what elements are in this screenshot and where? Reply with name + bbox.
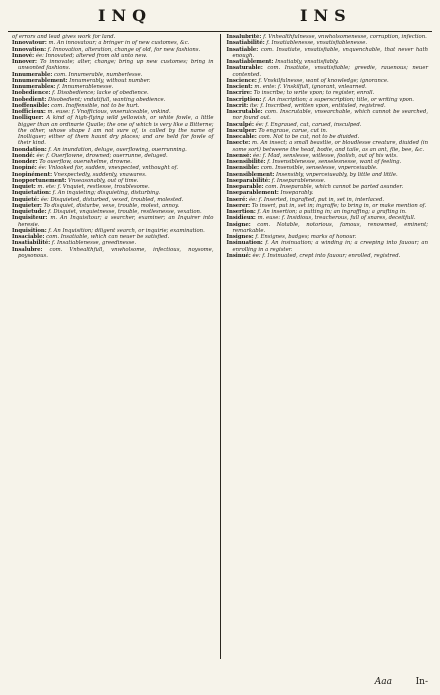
entry-definition: f. Ensignes, badges; marks of honour. (255, 234, 357, 240)
entry-headword: Inserer: (226, 202, 251, 209)
entry-headword: Inseparablement: (226, 190, 279, 197)
right-column (221, 34, 435, 659)
dictionary-entry (227, 47, 429, 60)
entry-definition: com. Inoffensible, not to be hurt. (51, 102, 140, 109)
entry-definition: m. An insect; a small beastlie, or bloudlesse creature, diuided (in some sort) betweene the head, bodie, and taile, as an ant, flie, bee, &c. (232, 140, 428, 153)
entry-definition: ée: f. Engraued, cut, carued, insculped. (255, 121, 362, 128)
entry-definition: To disquiet, disturbe, vexe, trouble, molest, annoy. (43, 202, 180, 209)
entry-headword: Inopiné: (12, 165, 37, 172)
entry-headword: Inondé: (12, 152, 35, 159)
entry-headword: Inscient: (226, 84, 253, 90)
entry-headword: Inseparable: (226, 184, 264, 190)
entry-headword: Inseré: (226, 196, 248, 203)
entry-headword: Inquieter: (12, 202, 42, 209)
entry-headword: Insatiable: (226, 46, 259, 53)
entry-definition: To innovate; alter, change; bring up new customes; bring in unwonted fashions. (18, 59, 214, 72)
entry-definition: f. Insatiablenesse, vnsatisfiablenesse. (266, 40, 368, 47)
entry-headword: Insatiabilité: (226, 40, 265, 47)
entry-headword: Innumerablement: (12, 77, 68, 84)
entry-definition: f. An Inquisition; diligent search, or inquirie; examination. (48, 227, 205, 234)
entry-headword: Insatiabilité: (12, 240, 51, 247)
entry-headword: Inscience: (226, 77, 257, 84)
entry-definition: ite: f. Inscribed, written vpon, entituled, registred. (249, 102, 386, 109)
entry-definition: f. An insinuation; a winding in; a creeping into fauour; an enrolling in a register. (232, 240, 428, 253)
entry-definition: Innumerably, without number. (69, 77, 151, 84)
entry-headword: Inscrutable: (226, 109, 263, 115)
entry-definition: To insert, put in, set in; ingraffe; to bring in, or make mention of. (251, 202, 427, 209)
entry-headword: Insensibilité: (226, 159, 266, 165)
entry-definition: com. Innumerable, numberlesse. (53, 71, 143, 78)
entry-definition: f. Disquiet, vnquietnesse, trouble, restlesnesse, vexation. (48, 209, 202, 215)
entry-headword: Insigne: (226, 221, 251, 228)
header-left: INQ (98, 6, 153, 25)
entry-headword: Insensiblement: (226, 171, 275, 178)
entry-definition: m. ete: f. Vnquiet, restlesse, troublesome. (37, 184, 150, 190)
entry-definition: com. Insatiate, vnsatisfiable; greedie, rauenous; neuer contented. (232, 65, 429, 78)
entry-headword: Insertion: (226, 209, 256, 215)
entry-definition: f. An insertion; a putting in; an ingraffing; a grafting in. (257, 209, 407, 215)
entry-headword: Innové: (12, 52, 35, 59)
entry-headword: Insalubre: (12, 246, 43, 253)
entry-headword: Inobedience: (12, 90, 51, 97)
dictionary-entry (12, 59, 214, 72)
entry-definition: To inscribe; to write vpon; to register, enroll. (253, 90, 375, 97)
dictionary-entry (227, 253, 429, 259)
entry-definition: Vnseasonably, out of time. (68, 177, 139, 184)
catchword: In- (415, 677, 428, 687)
entry-definition: com. Insatiate, vnsatisfiable, vnquenchable, that never hath enough. (232, 46, 428, 59)
entry-definition: ée: Disquieted, disturbed, vexed, troubled, molested. (40, 196, 184, 203)
dictionary-entry (12, 215, 214, 228)
entry-headword: Insignes: (226, 234, 254, 240)
entry-definition: m. An innovatour; a bringer in of new customes, &c. (48, 40, 190, 47)
entry-headword: Insensible: (226, 165, 260, 172)
entry-headword: Inofficieux: (12, 109, 46, 115)
entry-headword: Inobedient: (12, 96, 47, 103)
dictionary-entry (227, 140, 429, 153)
entry-definition: Disobedient; vndutifull, wanting obedience. (47, 96, 166, 103)
entry-headword: Inolliquer: (12, 115, 44, 122)
entry-definition: ée: f. Ouerflowne, drowned; ouerrunne, deluged. (36, 152, 168, 159)
entry-headword: Inseparabilité: (226, 177, 271, 184)
entry-definition: f. An inscription; a superscription; title, or writing vpon. (263, 96, 414, 103)
entry-headword: Insinué: (226, 252, 251, 259)
entry-definition: A kind of high-flying wild yellowish, or white fowle, a little bigger than an ordinarie Quaile; the one of which is very like a Bitterne; the other, whose shape I am not sure of, is called by the name of Inolliquer; either of them haunt dry places; and are held for fowle of their kind. (18, 115, 214, 147)
entry-definition: To engraue, carue, cut in. (258, 127, 328, 134)
entry-definition: f. Inseparablenesse. (271, 177, 326, 184)
entry-headword: Insculpé: (226, 121, 254, 128)
entry-headword: Inondation: (12, 146, 47, 153)
entry-definition: ée: f. Insinuated, crept into fauour; enrolled, registred. (252, 252, 401, 259)
entry-headword: Inonder: (12, 159, 38, 165)
entry-headword: Insensé: (226, 152, 252, 159)
entry-headword: Inquieté: (12, 196, 40, 203)
entry-headword: Insculper: (226, 127, 257, 134)
left-column (6, 34, 220, 659)
header-rule (8, 31, 432, 32)
entry-definition: ée: f. Inserted, ingrafted, put in, set in, interlaced. (249, 196, 385, 203)
entry-definition: ée: Innovated; altered from old unto new. (35, 52, 148, 59)
entry-definition: m. euse: f. Insidious, treacherous, full of snares, deceitfull. (257, 215, 416, 222)
entry-headword: Inquiet: (12, 184, 36, 190)
entry-definition: f. Disobedience; lacke of obedience. (52, 90, 149, 97)
entry-definition: com. Vnhealthfull, vnwholsome, infectious, noysome, poysonous. (18, 246, 214, 259)
entry-definition: com. Inseparable, which cannot be parted asunder. (265, 184, 404, 190)
dictionary-entry (227, 65, 429, 78)
entry-headword: Innumerable: (12, 71, 53, 78)
entry-headword: Inopportunement: (12, 177, 67, 184)
entry-headword: Insecable: (226, 134, 257, 140)
entry-definition: f. An inundation, deluge, ouerflowing, ouerrunning. (48, 146, 187, 153)
entry-headword: Insaturable: (226, 65, 263, 72)
entry-definition: To ouerflow, ouerwhelme, drowne. (39, 159, 132, 165)
entry-headword: Inscrit: (226, 102, 249, 109)
entry-definition: com. Notable, notorious, famous, renowmed, eminent; remarkable. (232, 221, 428, 234)
entry-headword: Inscrire: (226, 90, 252, 97)
entry-definition: com. Not to be cut, not to be diuided. (258, 134, 360, 140)
dictionary-entry (227, 222, 429, 235)
header-right: INS (300, 6, 352, 25)
signature-mark: Aaa (374, 677, 392, 687)
entry-definition: m. An Inquisitour; a searcher, examiner; an Inquirer into heresie. (18, 215, 214, 228)
entry-headword: Innovatour: (12, 40, 47, 47)
entry-definition: Insatiably, vnsatisfiably. (275, 59, 339, 65)
dictionary-entry (12, 247, 214, 260)
entry-definition: f. Insatiablenesse, greedinesse. (51, 240, 137, 247)
entry-definition: m. euse: f. Vnofficious, vnseruiceable, vnkind. (47, 109, 171, 115)
entry-headword: Inquietude: (12, 209, 47, 215)
entry-definition: f. Insensiblenesse, senselesnesse, want of feeling. (267, 159, 402, 165)
entry-headword: Inopinément: (12, 171, 53, 178)
entry-definition: f. Vnskilfulnesse, want of knowledge; ignorance. (258, 77, 389, 84)
entry-headword: Insinuation: (226, 240, 263, 247)
entry-headword: Innover: (12, 59, 37, 65)
entry-definition: ée: f. Mad, senslesse, witlesse, foolish, out of his wits. (253, 152, 398, 159)
entry-definition: f. Innumerablenesse. (56, 84, 114, 90)
entry-definition: Vnexpectedly, suddenly, vnawares. (53, 171, 147, 178)
page-footer (0, 673, 440, 687)
dictionary-entry (227, 240, 429, 253)
dictionary-entry (227, 109, 429, 122)
entry-headword: Inquietation: (12, 190, 51, 197)
entry-definition: com. Insensible, senselesse, vnperceiuable. (260, 165, 378, 172)
entry-headword: Insecte: (226, 140, 251, 147)
entry-definition: f. Innovation, alteration, change of old, for new fashions. (47, 46, 201, 53)
page-header (6, 4, 434, 34)
dictionary-entry (12, 115, 214, 146)
entry-definition: Insensibly, vnperceiueably, by little and little. (276, 171, 398, 178)
entry-definition: com. Insatiable, which can neuer be satisfied. (46, 234, 170, 240)
entry-headword: Insalubrité: (226, 34, 262, 40)
entry-headword: Innumerables: (12, 84, 56, 90)
columns (6, 34, 434, 659)
entry-headword: Innovation: (12, 46, 47, 53)
entry-headword: Inscription: (226, 96, 262, 103)
entry-definition: f. An inquieting; disquieting, disturbing. (52, 190, 161, 197)
entry-definition: Inseparably. (280, 190, 314, 197)
entry-definition: com. Inscrutable, vnsearchable, which cannot be searched, nor found out. (232, 109, 428, 122)
entry-definition: f. Vnhealthfulnesse, vnwholsomenesse, corruption, infection. (263, 34, 427, 40)
entry-headword: Insaciable: (12, 234, 45, 240)
entry-definition: m. ente: f. Vnskilfull, ignorant, vnlearned. (254, 84, 367, 90)
entry-headword: Inoffensible: (12, 102, 50, 109)
entry-definition: of errors and lead gives work for land. (12, 34, 116, 40)
entry-headword: Inquisiteur: (12, 215, 48, 222)
entry-headword: Insidieux: (226, 215, 256, 222)
entry-definition: ée: Vnlooked for, sudden, vnexpected, vnthought of. (38, 165, 179, 172)
entry-headword: Insatiablement: (226, 59, 274, 65)
entry-headword: Inquisition: (12, 227, 47, 234)
